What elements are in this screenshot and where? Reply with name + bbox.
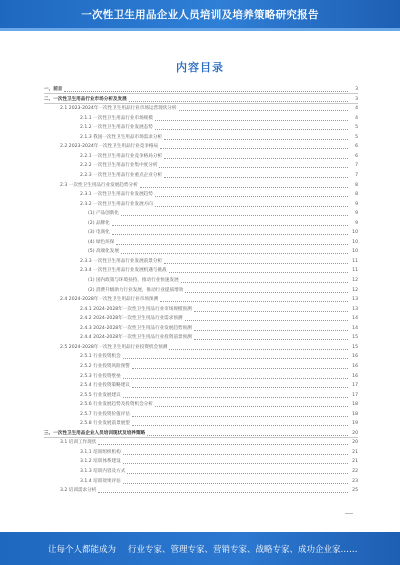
toc-entry-title: 2.1.3 我国一次性卫生用品市场需求分析 — [80, 134, 163, 140]
toc-entry[interactable] — [44, 152, 358, 160]
toc-leader-dots — [185, 291, 348, 293]
toc-entry-title: 2.3.4 一次性卫生用品行业发展机遇与挑战 — [80, 268, 167, 274]
toc-entry-page: 16 — [352, 373, 358, 379]
toc-entry-title: 2.5.7 行业投资价值评估 — [80, 411, 130, 417]
toc-entry[interactable] — [44, 219, 358, 227]
toc-entry-page: 17 — [352, 383, 358, 389]
toc-leader-dots — [112, 224, 348, 226]
toc-entry-page: 9 — [355, 201, 358, 207]
toc-entry-page: 12 — [352, 278, 358, 283]
toc-entry-page: 3 — [355, 96, 358, 102]
toc-leader-dots — [155, 205, 348, 207]
toc-entry-page: 6 — [355, 144, 358, 150]
toc-leader-dots — [123, 453, 348, 455]
toc-leader-dots — [155, 405, 348, 407]
toc-leader-dots — [194, 338, 348, 340]
toc-leader-dots — [164, 176, 348, 178]
toc-entry[interactable] — [44, 123, 358, 131]
toc-entry-title: (2) 品牌化 — [88, 220, 110, 226]
toc-entry[interactable] — [44, 314, 358, 322]
toc-entry[interactable] — [44, 238, 358, 246]
toc-entry-title: 3.2 培训需求分析 — [60, 488, 97, 494]
toc-entry[interactable] — [44, 247, 358, 255]
toc-entry-page: 16 — [352, 363, 358, 369]
toc-entry[interactable] — [44, 486, 358, 494]
toc-entry[interactable] — [44, 429, 358, 438]
toc-leader-dots — [132, 424, 348, 426]
toc-leader-dots — [132, 415, 348, 417]
toc-entry-title: 2.3.1 一次性卫生用品行业发展趋势 — [80, 192, 153, 198]
toc-entry[interactable] — [44, 190, 358, 198]
toc-entry-page: 7 — [355, 172, 358, 178]
toc-leader-dots — [98, 491, 348, 493]
toc-entry[interactable] — [44, 142, 358, 150]
toc-entry-page: 15 — [352, 344, 358, 350]
toc-entry-title: 3.1.2 培训体系建设 — [80, 459, 121, 465]
toc-leader-dots — [160, 147, 348, 149]
toc-entry-page: 10 — [352, 230, 358, 236]
toc-entry-page: 18 — [352, 411, 358, 417]
toc-entry-page: 10 — [352, 249, 358, 255]
toc-leader-dots — [179, 109, 349, 111]
toc-entry-title: 2.4.4 2024-2028年一次性卫生用品行业投资前景预测 — [80, 335, 192, 341]
toc-entry-page: 21 — [352, 459, 358, 465]
toc-leader-dots — [116, 243, 348, 245]
toc-leader-dots — [123, 462, 348, 464]
toc-entry[interactable] — [44, 257, 358, 265]
toc-entry-page: 18 — [352, 402, 358, 408]
toc-leader-dots — [159, 166, 348, 168]
toc-entry-title: (1) 产品创新化 — [88, 211, 119, 217]
toc-entry-page: 10 — [352, 239, 358, 245]
toc-entry-title: 2.2.1 一次性卫生用品行业竞争格局分析 — [80, 153, 163, 159]
toc-entry-title: 2.1.1 一次性卫生用品行业市场规模 — [80, 115, 153, 121]
toc-entry[interactable] — [44, 477, 358, 485]
toc-entry[interactable] — [44, 467, 358, 475]
toc-leader-dots — [140, 186, 348, 188]
toc-entry-title: 2.5.5 行业发展建议 — [80, 392, 121, 398]
toc-entry-title: (3) 电商化 — [88, 230, 110, 236]
toc-entry-title: 3.1 培训工作现状 — [60, 440, 97, 446]
toc-entry[interactable] — [44, 362, 358, 370]
toc-entry[interactable] — [44, 295, 358, 303]
toc-entry-title: 2.3 一次性卫生用品行业发展趋势分析 — [60, 182, 138, 188]
report-header-bar — [0, 0, 400, 28]
table-of-contents — [44, 85, 358, 500]
toc-leader-dots — [132, 386, 348, 388]
toc-entry[interactable] — [44, 333, 358, 341]
toc-entry[interactable] — [44, 438, 358, 446]
toc-entry-title: 一、前言 — [44, 87, 63, 92]
toc-entry-page: 11 — [352, 258, 358, 264]
toc-entry-title: 2.3.2 一次性卫生用品行业发展方向 — [80, 201, 153, 207]
toc-entry[interactable] — [44, 372, 358, 380]
toc-entry-title: 2.2 2023-2024年一次性卫生用品行业竞争格局 — [60, 144, 159, 150]
toc-entry[interactable] — [44, 448, 358, 456]
toc-entry-title: 2.4 2024-2028年一次性卫生用品行业市场预测 — [60, 297, 159, 303]
toc-entry-page: 11 — [352, 268, 358, 274]
toc-entry[interactable] — [44, 286, 358, 294]
toc-entry[interactable] — [44, 228, 358, 236]
toc-leader-dots — [164, 157, 348, 159]
toc-leader-dots — [155, 119, 348, 121]
toc-entry-page: 22 — [352, 469, 358, 474]
toc-leader-dots — [123, 482, 348, 484]
toc-entry-page: 13 — [352, 297, 358, 303]
toc-entry-title: 2.5.3 行业投资壁垒 — [80, 373, 121, 379]
page-mark — [345, 513, 353, 514]
toc-leader-dots — [64, 90, 348, 92]
toc-leader-dots — [121, 252, 348, 254]
toc-entry-page: 4 — [355, 106, 358, 112]
toc-entry[interactable] — [44, 95, 358, 104]
footer-tagline: 行业专家、管理专家、营销专家、战略专家、成功企业家…… — [128, 545, 358, 555]
toc-entry-page: 14 — [352, 316, 358, 322]
toc-entry-title: 2.5.4 行业投资策略建议 — [80, 383, 130, 389]
toc-entry-title: 2.3.3 一次性卫生用品行业发展前景分析 — [80, 258, 163, 264]
toc-entry-title: 2.2.2 一次性卫生用品行业集中度分析 — [80, 163, 158, 169]
toc-entry-page: 7 — [355, 163, 358, 169]
toc-entry-page: 8 — [355, 192, 358, 198]
toc-entry[interactable] — [44, 133, 358, 141]
toc-entry-title: 2.5.1 行业投资机会 — [80, 354, 121, 360]
toc-entry-title: 2.4.2 2024-2028年一次性卫生用品行业需求预测 — [80, 316, 183, 322]
toc-entry-title: 2.4.3 2024-2028年一次性卫生用品行业发展趋势预测 — [80, 325, 192, 331]
toc-entry-title: 3.1.3 培训内容及方式 — [80, 469, 126, 474]
toc-entry-title: 2.2.3 一次性卫生用品行业重点企业分析 — [80, 172, 163, 178]
toc-entry-page: 15 — [352, 335, 358, 341]
toc-leader-dots — [181, 281, 348, 283]
toc-entry-page: 13 — [352, 306, 358, 312]
toc-entry[interactable] — [44, 457, 358, 465]
toc-entry-title: 2.5.6 行业发展趋势及投资机会分析 — [80, 402, 153, 408]
toc-entry[interactable] — [44, 305, 358, 313]
toc-entry-title: (5) 高端化发展 — [88, 249, 119, 255]
toc-entry-title: 三、一次性卫生用品企业人员培训现状及培养策略 — [44, 430, 146, 436]
toc-entry[interactable] — [44, 343, 358, 351]
toc-leader-dots — [98, 443, 348, 445]
toc-leader-dots — [169, 271, 348, 273]
toc-entry[interactable] — [44, 114, 358, 122]
toc-leader-dots — [185, 319, 348, 321]
toc-entry-page: 5 — [355, 125, 358, 131]
toc-leader-dots — [121, 214, 348, 216]
toc-entry-title: 2.4.1 2024-2028年一次性卫生用品行业市场规模预测 — [80, 306, 192, 312]
footer-bar — [0, 532, 400, 565]
toc-entry[interactable] — [44, 419, 358, 427]
toc-entry-page: 23 — [352, 478, 358, 484]
toc-entry-page: 17 — [352, 392, 358, 398]
toc-entry-page: 20 — [352, 440, 358, 446]
toc-leader-dots — [160, 300, 348, 302]
toc-entry-title: (4) 绿色环保 — [88, 239, 115, 245]
toc-entry-page: 21 — [352, 449, 358, 455]
toc-entry-page: 20 — [352, 430, 358, 436]
toc-entry-title: 3.1.4 培训效果评估 — [80, 478, 121, 484]
toc-entry-page: 14 — [352, 325, 358, 331]
toc-leader-dots — [123, 377, 348, 379]
toc-entry[interactable] — [44, 200, 358, 208]
toc-leader-dots — [129, 100, 348, 102]
toc-entry[interactable] — [44, 410, 358, 418]
toc-leader-dots — [123, 396, 348, 398]
toc-entry[interactable] — [44, 381, 358, 389]
toc-leader-dots — [127, 472, 348, 474]
toc-entry-page: 12 — [352, 287, 358, 293]
toc-entry[interactable] — [44, 181, 358, 189]
footer-slogan: 让每个人都能成为 — [48, 545, 117, 555]
toc-entry-title: (2) 消费升级助力行业发展，推动行业提质增效 — [88, 287, 184, 293]
toc-leader-dots — [169, 348, 348, 350]
toc-entry-page: 6 — [355, 153, 358, 159]
toc-entry-page: 9 — [355, 220, 358, 226]
toc-entry[interactable] — [44, 266, 358, 274]
toc-entry[interactable] — [44, 209, 358, 217]
toc-entry-page: 19 — [352, 421, 358, 427]
toc-entry-page: 8 — [355, 182, 358, 188]
toc-entry-title: 2.5.2 行业投资风险预警 — [80, 363, 130, 369]
toc-entry-title: 2.1.2 一次性卫生用品行业发展态势 — [80, 125, 153, 131]
toc-entry[interactable] — [44, 324, 358, 332]
report-title: 一次性卫生用品企业人员培训及培养策略研究报告 — [81, 9, 319, 21]
toc-entry-page: 9 — [355, 211, 358, 217]
toc-leader-dots — [155, 195, 348, 197]
toc-entry-page: 16 — [352, 354, 358, 360]
toc-entry[interactable] — [44, 276, 358, 284]
toc-entry-title: 3.1.1 培训组织机构 — [80, 449, 121, 455]
toc-entry[interactable] — [44, 104, 358, 112]
toc-entry[interactable] — [44, 391, 358, 399]
toc-leader-dots — [123, 357, 348, 359]
toc-leader-dots — [194, 329, 348, 331]
toc-entry[interactable] — [44, 161, 358, 169]
toc-leader-dots — [112, 233, 348, 235]
toc-entry[interactable] — [44, 400, 358, 408]
toc-entry[interactable] — [44, 85, 358, 94]
toc-entry-title: 2.1 2023-2024年一次性卫生用品行业市场运营现状分析 — [60, 106, 177, 112]
toc-leader-dots — [147, 434, 348, 436]
toc-entry[interactable] — [44, 352, 358, 360]
toc-leader-dots — [164, 262, 348, 264]
toc-entry-page: 4 — [355, 115, 358, 121]
toc-entry[interactable] — [44, 171, 358, 179]
toc-entry-title: (1) 国内政策与环境扶持，推动行业快速发展 — [88, 278, 179, 283]
toc-entry-title: 二、一次性卫生用品行业市场分析及发展 — [44, 96, 127, 102]
toc-heading: 内容目录 — [176, 61, 224, 74]
toc-entry-title: 2.5 2024-2028年一次性卫生用品行业投资机会预测 — [60, 344, 168, 350]
toc-entry-title: 2.5.8 行业发展前景展望 — [80, 421, 130, 427]
toc-entry-page: 3 — [355, 87, 358, 92]
toc-leader-dots — [164, 138, 348, 140]
toc-entry-page: 5 — [355, 134, 358, 140]
toc-leader-dots — [194, 310, 348, 312]
toc-entry-page: 25 — [352, 488, 358, 494]
toc-leader-dots — [155, 128, 348, 130]
toc-leader-dots — [132, 367, 348, 369]
